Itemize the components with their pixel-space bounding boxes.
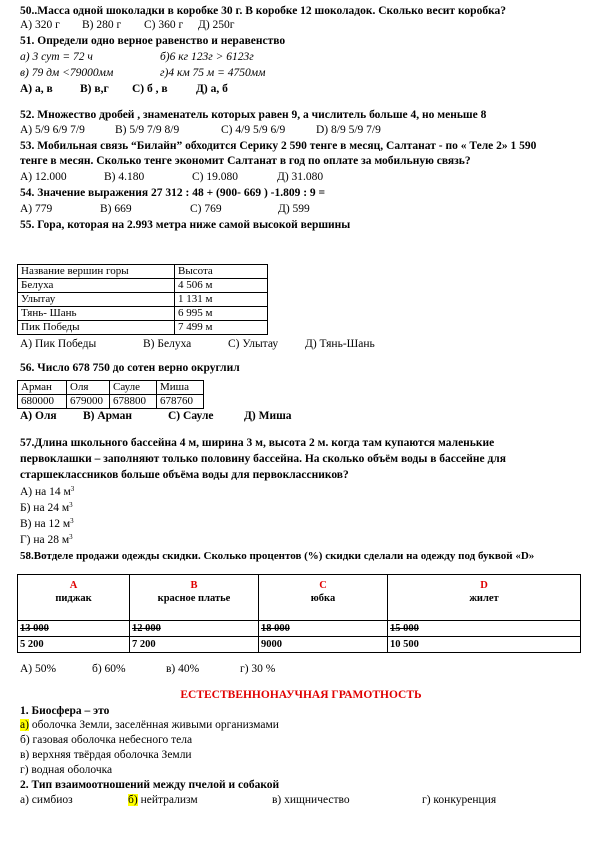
new-price: 10 500 xyxy=(388,637,581,653)
q50-answer-d[interactable]: Д) 250г xyxy=(198,19,235,31)
q58-question: 58.Вотделе продажи одежды скидки. Сколько процентов (%) скидки сделали на одежду под буквой «D» xyxy=(20,550,535,562)
n2-question: 2. Тип взаимоотношений между пчелой и собакой xyxy=(20,779,280,791)
q50-question: 50..Масса одной шоколадки в коробке 30 г. В коробке 12 шоколадок. Сколько весит коробка? xyxy=(20,5,507,17)
n1-question: 1. Биосфера – это xyxy=(20,705,110,717)
table-header xyxy=(259,575,388,609)
table-cell: Арман xyxy=(18,381,67,395)
q56-question: 56. Число 678 750 до сотен верно округлил xyxy=(20,362,240,374)
q51-item-v: в) 79 дм <79000мм xyxy=(20,67,114,79)
q55-answer-d[interactable]: Д) Тянь-Шань xyxy=(305,338,375,350)
q57-answer-d[interactable]: Г) на 28 $м^3$ xyxy=(20,533,73,546)
table-cell: 680000 xyxy=(18,395,67,409)
q55-answer-c[interactable]: С) Улытау xyxy=(228,338,279,350)
q55-answer-a[interactable]: А) Пик Победы xyxy=(20,338,97,350)
column-letter: C xyxy=(319,579,327,591)
table-cell: 7 499 м xyxy=(175,321,268,335)
q52-answer-d[interactable]: D) 8/9 5/9 7/9 xyxy=(316,124,381,136)
q57-answer-b[interactable]: Б) на 24 $м^3$ xyxy=(20,501,73,514)
q53-question-line1: 53. Мобильная связь “Билайн” обходится Серику 2 590 тенге в месяц, Салтанат - по « Теле 2» 1 590 xyxy=(20,140,537,152)
table-cell: 679000 xyxy=(67,395,110,409)
n1-answer-b[interactable]: б) газовая оболочка небесного тела xyxy=(20,734,193,746)
old-price: 12 000 xyxy=(130,621,259,637)
table-header xyxy=(130,575,259,609)
q57-question-line1: 57.Длина школьного бассейна 4 м, ширина 3 м, высота 2 м. когда там купаются маленькие xyxy=(20,437,495,449)
q50-answer-b[interactable]: В) 280 г xyxy=(82,19,122,31)
table-cell: Тянь- Шань xyxy=(18,307,175,321)
table-cell: 1 131 м xyxy=(175,293,268,307)
column-item: пиджак xyxy=(55,592,92,604)
table-header: Высота xyxy=(175,265,268,279)
n1-answer-d[interactable]: г) водная оболочка xyxy=(20,764,113,776)
table-cell: 4 506 м xyxy=(175,279,268,293)
old-price: 15 000 xyxy=(388,621,581,637)
old-price: 13 000 xyxy=(18,621,130,637)
q53-answer-b[interactable]: В) 4.180 xyxy=(104,171,145,183)
q51-question: 51. Определи одно верное равенство и неравенство xyxy=(20,35,286,47)
q51-item-g: г)4 км 75 м = 4750мм xyxy=(160,67,266,79)
q57-answer-a[interactable]: А) на 14 $м^3$ xyxy=(20,485,75,498)
q58-answer-c[interactable]: в) 40% xyxy=(166,663,200,675)
q56-answer-b[interactable]: В) Арман xyxy=(83,410,133,422)
q50-answer-c[interactable]: С) 360 г xyxy=(144,19,184,31)
q54-answer-b[interactable]: В) 669 xyxy=(100,203,132,215)
table-cell: Миша xyxy=(157,381,204,395)
table-cell: Пик Победы xyxy=(18,321,175,335)
q51-answer-d[interactable]: Д) а, б xyxy=(196,83,228,95)
q55-answer-b[interactable]: В) Белуха xyxy=(143,338,192,350)
highlighted-letter: а) xyxy=(20,719,29,731)
q58-answer-a[interactable]: А) 50% xyxy=(20,663,57,675)
q53-answer-c[interactable]: С) 19.080 xyxy=(192,171,238,183)
highlighted-letter: б) xyxy=(128,794,138,806)
n2-answer-b[interactable]: б) нейтрализм xyxy=(128,794,198,806)
table-header: Название вершин горы xyxy=(18,265,175,279)
q54-answer-c[interactable]: С) 769 xyxy=(190,203,222,215)
new-price: 5 200 xyxy=(18,637,130,653)
q54-answer-d[interactable]: Д) 599 xyxy=(278,203,310,215)
q57-answer-c[interactable]: В) на 12 $м^3$ xyxy=(20,517,74,530)
n1-answer-c[interactable]: в) верхняя твёрдая оболочка Земли xyxy=(20,749,192,761)
q56-answer-d[interactable]: Д) Миша xyxy=(244,410,292,422)
q58-answer-d[interactable]: г) 30 % xyxy=(240,663,276,675)
q51-item-a: а) 3 сут = 72 ч xyxy=(20,51,93,63)
q53-question-line2: тенге в месян. Сколько тенге экономит Салтанат в год по оплате за мобильную связь? xyxy=(20,155,471,167)
column-letter: A xyxy=(69,579,78,591)
section-title: ЕСТЕСТВЕННОНАУЧНАЯ ГРАМОТНОСТЬ xyxy=(180,689,422,701)
column-letter: D xyxy=(480,579,488,591)
table-cell: 678800 xyxy=(110,395,157,409)
column-item: юбка xyxy=(310,592,336,604)
q54-question: 54. Значение выражения 27 312 : 48 + (900- 669 ) -1.809 : 9 = xyxy=(20,187,326,199)
q58-discount-table xyxy=(17,574,581,653)
table-cell: 678760 xyxy=(157,395,204,409)
table-header xyxy=(18,575,130,609)
n1-answer-a[interactable]: а) оболочка Земли, заселённая живыми организмами xyxy=(20,719,279,731)
column-letter: B xyxy=(190,579,198,591)
q53-answer-d[interactable]: Д) 31.080 xyxy=(277,171,324,183)
q51-item-b: б)6 кг 123г > 6123г xyxy=(160,51,254,63)
table-cell: Сауле xyxy=(110,381,157,395)
q55-heights-table xyxy=(17,264,268,335)
new-price: 9000 xyxy=(259,637,388,653)
n2-answer-d[interactable]: г) конкуренция xyxy=(422,794,497,806)
n2-answer-a[interactable]: а) симбиоз xyxy=(20,794,73,806)
q52-answer-a[interactable]: А) 5/9 6/9 7/9 xyxy=(20,124,85,136)
column-item: жилет xyxy=(469,592,499,604)
q51-answer-c[interactable]: С) б , в xyxy=(132,83,168,95)
n2-answer-c[interactable]: в) хищничество xyxy=(272,794,350,806)
q51-answer-a[interactable]: А) а, в xyxy=(20,83,53,95)
table-cell: 6 995 м xyxy=(175,307,268,321)
q57-question-line3: старшеклассников больше объёма воды для первоклассников? xyxy=(20,469,349,481)
table-cell: Оля xyxy=(67,381,110,395)
old-price: 18 000 xyxy=(259,621,388,637)
q51-answer-b[interactable]: В) в,г xyxy=(80,83,109,95)
q52-question: 52. Множество дробей , знаменатель которых равен 9, а числитель больше 4, но меньше 8 xyxy=(20,109,487,121)
new-price: 7 200 xyxy=(130,637,259,653)
q55-question: 55. Гора, которая на 2.993 метра ниже самой высокой вершины xyxy=(20,219,351,231)
table-cell: Улытау xyxy=(18,293,175,307)
table-header xyxy=(388,575,581,609)
q52-answer-b[interactable]: В) 5/9 7/9 8/9 xyxy=(115,124,180,136)
q56-rounding-table xyxy=(17,380,204,409)
q58-answer-b[interactable]: б) 60% xyxy=(92,663,126,675)
table-cell: Белуха xyxy=(18,279,175,293)
q53-answer-a[interactable]: А) 12.000 xyxy=(20,171,67,183)
q57-question-line2: первоклашки – заполняют только половину бассейна. На сколько объём воды в бассейне для xyxy=(20,453,506,465)
q54-answer-a[interactable]: А) 779 xyxy=(20,203,53,215)
q52-answer-c[interactable]: С) 4/9 5/9 6/9 xyxy=(221,124,286,136)
column-item: красное платье xyxy=(157,592,231,604)
q50-answer-a[interactable]: А) 320 г xyxy=(20,19,60,31)
q56-answer-c[interactable]: С) Сауле xyxy=(168,410,214,422)
q56-answer-a[interactable]: А) Оля xyxy=(20,410,57,422)
